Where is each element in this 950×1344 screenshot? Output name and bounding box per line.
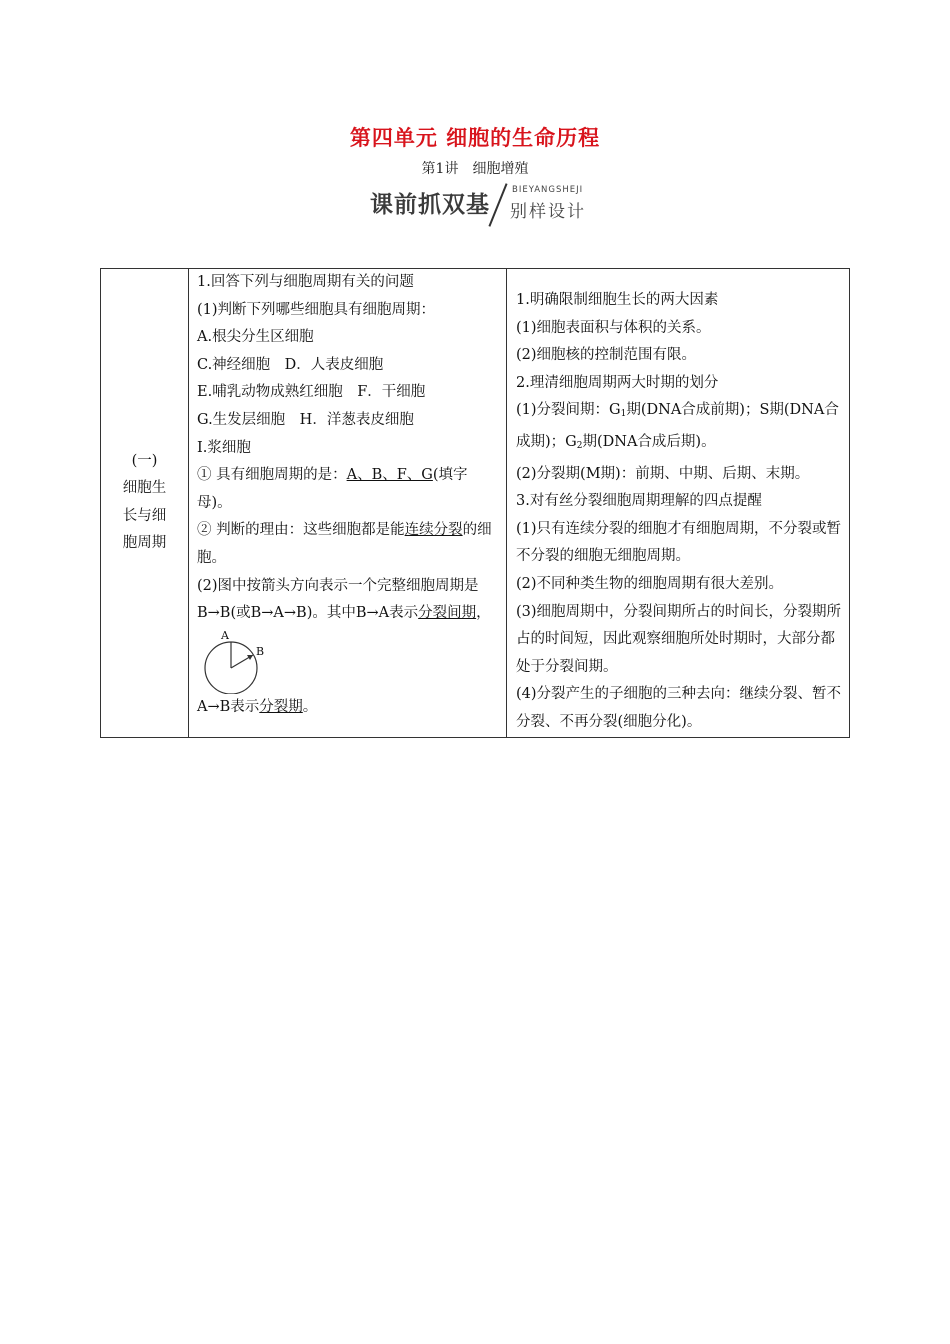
banner-divider bbox=[488, 183, 507, 226]
notes-cell bbox=[507, 269, 850, 738]
banner-english-text: BIEYANGSHEJI bbox=[512, 185, 584, 195]
answer-prefix: ② 判断的理由：这些细胞都是能 bbox=[197, 522, 405, 539]
lesson-title: 第1讲 细胞增殖 bbox=[421, 161, 529, 177]
answer-fill: A、B、F、G bbox=[346, 467, 433, 484]
option-text: I.浆细胞 bbox=[197, 439, 251, 456]
category-line: 长与细 bbox=[122, 507, 167, 524]
note-heading: 2.理清细胞周期两大时期的划分 bbox=[516, 374, 719, 391]
note-fragment: 期(DNA合成前期)；S期(DNA合成期)；G bbox=[516, 402, 839, 450]
question-heading: 1.回答下列与细胞周期有关的问题 bbox=[197, 274, 414, 290]
note-text bbox=[516, 397, 843, 460]
content-table bbox=[100, 268, 850, 738]
option-text: G.生发层细胞 H．洋葱表皮细胞 bbox=[197, 411, 414, 428]
questions-cell bbox=[189, 269, 507, 738]
note-fragment: (1)分裂间期：G bbox=[516, 402, 621, 419]
category-line: 细胞生 bbox=[122, 480, 167, 497]
answer-suffix: ， bbox=[476, 605, 491, 622]
note-heading: 1.明确限制细胞生长的两大因素 bbox=[516, 292, 719, 308]
note-text: (4)分裂产生的子细胞的三种去向：继续分裂、暂不分裂、不再分裂(细胞分化)。 bbox=[516, 686, 842, 730]
table-row bbox=[101, 269, 850, 738]
subscript: 2 bbox=[576, 440, 583, 451]
answer-fill: 分裂间期 bbox=[418, 605, 477, 622]
answer-fill: 连续分裂 bbox=[404, 522, 463, 539]
subscript: 1 bbox=[620, 409, 627, 420]
note-text: (1)只有连续分裂的细胞才有细胞周期，不分裂或暂不分裂的细胞无细胞周期。 bbox=[516, 520, 842, 565]
note-text: (2)不同种类生物的细胞周期有很大差别。 bbox=[516, 575, 784, 592]
diagram-label-a: A bbox=[221, 628, 229, 642]
answer-line bbox=[197, 462, 500, 517]
note-text: (2)细胞核的控制范围有限。 bbox=[516, 347, 697, 364]
question-text: (1)判断下列哪些细胞具有细胞周期： bbox=[197, 301, 436, 318]
answer-prefix: ① 具有细胞周期的是： bbox=[197, 467, 347, 484]
answer-prefix: B→B(或B→A→B)。其中B→A表示 bbox=[197, 605, 419, 622]
category-line: 胞周期 bbox=[122, 535, 167, 552]
answer-suffix: 的细胞。 bbox=[197, 522, 492, 566]
cell-cycle-diagram bbox=[197, 628, 500, 694]
category-line: (一) bbox=[131, 452, 158, 469]
option-text: A.根尖分生区细胞 bbox=[197, 329, 314, 346]
answer-line bbox=[197, 694, 500, 722]
option-text: C.神经细胞 D．人表皮细胞 bbox=[197, 356, 384, 373]
answer-line bbox=[197, 600, 500, 628]
question-text: (2)图中按箭头方向表示一个完整细胞周期是 bbox=[197, 577, 479, 594]
category-cell bbox=[101, 269, 189, 738]
banner-chinese-text: 别样设计 bbox=[510, 202, 586, 222]
note-fragment: 期(DNA合成后期)。 bbox=[582, 433, 716, 450]
answer-suffix: 。 bbox=[302, 698, 318, 715]
note-heading: 3.对有丝分裂细胞周期理解的四点提醒 bbox=[516, 493, 762, 510]
answer-fill: 分裂期 bbox=[259, 698, 303, 715]
banner-main-text: 课前抓双基 bbox=[370, 192, 490, 218]
note-text: (3)细胞周期中，分裂间期所占的时间长，分裂期所占的时间短，因此观察细胞所处时期时，大部分都处于分裂间期。 bbox=[516, 603, 842, 675]
note-text: (2)分裂期(M期)：前期、中期、后期、末期。 bbox=[516, 465, 810, 482]
option-text: E.哺乳动物成熟红细胞 F．干细胞 bbox=[197, 384, 426, 401]
answer-line bbox=[197, 517, 500, 572]
diagram-label-b: B bbox=[256, 644, 265, 658]
note-text: (1)细胞表面积与体积的关系。 bbox=[516, 319, 711, 336]
section-banner bbox=[370, 180, 620, 232]
answer-suffix: (填字母)。 bbox=[197, 467, 468, 511]
unit-title: 第四单元 细胞的生命历程 bbox=[349, 126, 601, 150]
cell-cycle-circle-svg bbox=[197, 628, 277, 694]
answer-prefix: A→B表示 bbox=[197, 698, 260, 715]
